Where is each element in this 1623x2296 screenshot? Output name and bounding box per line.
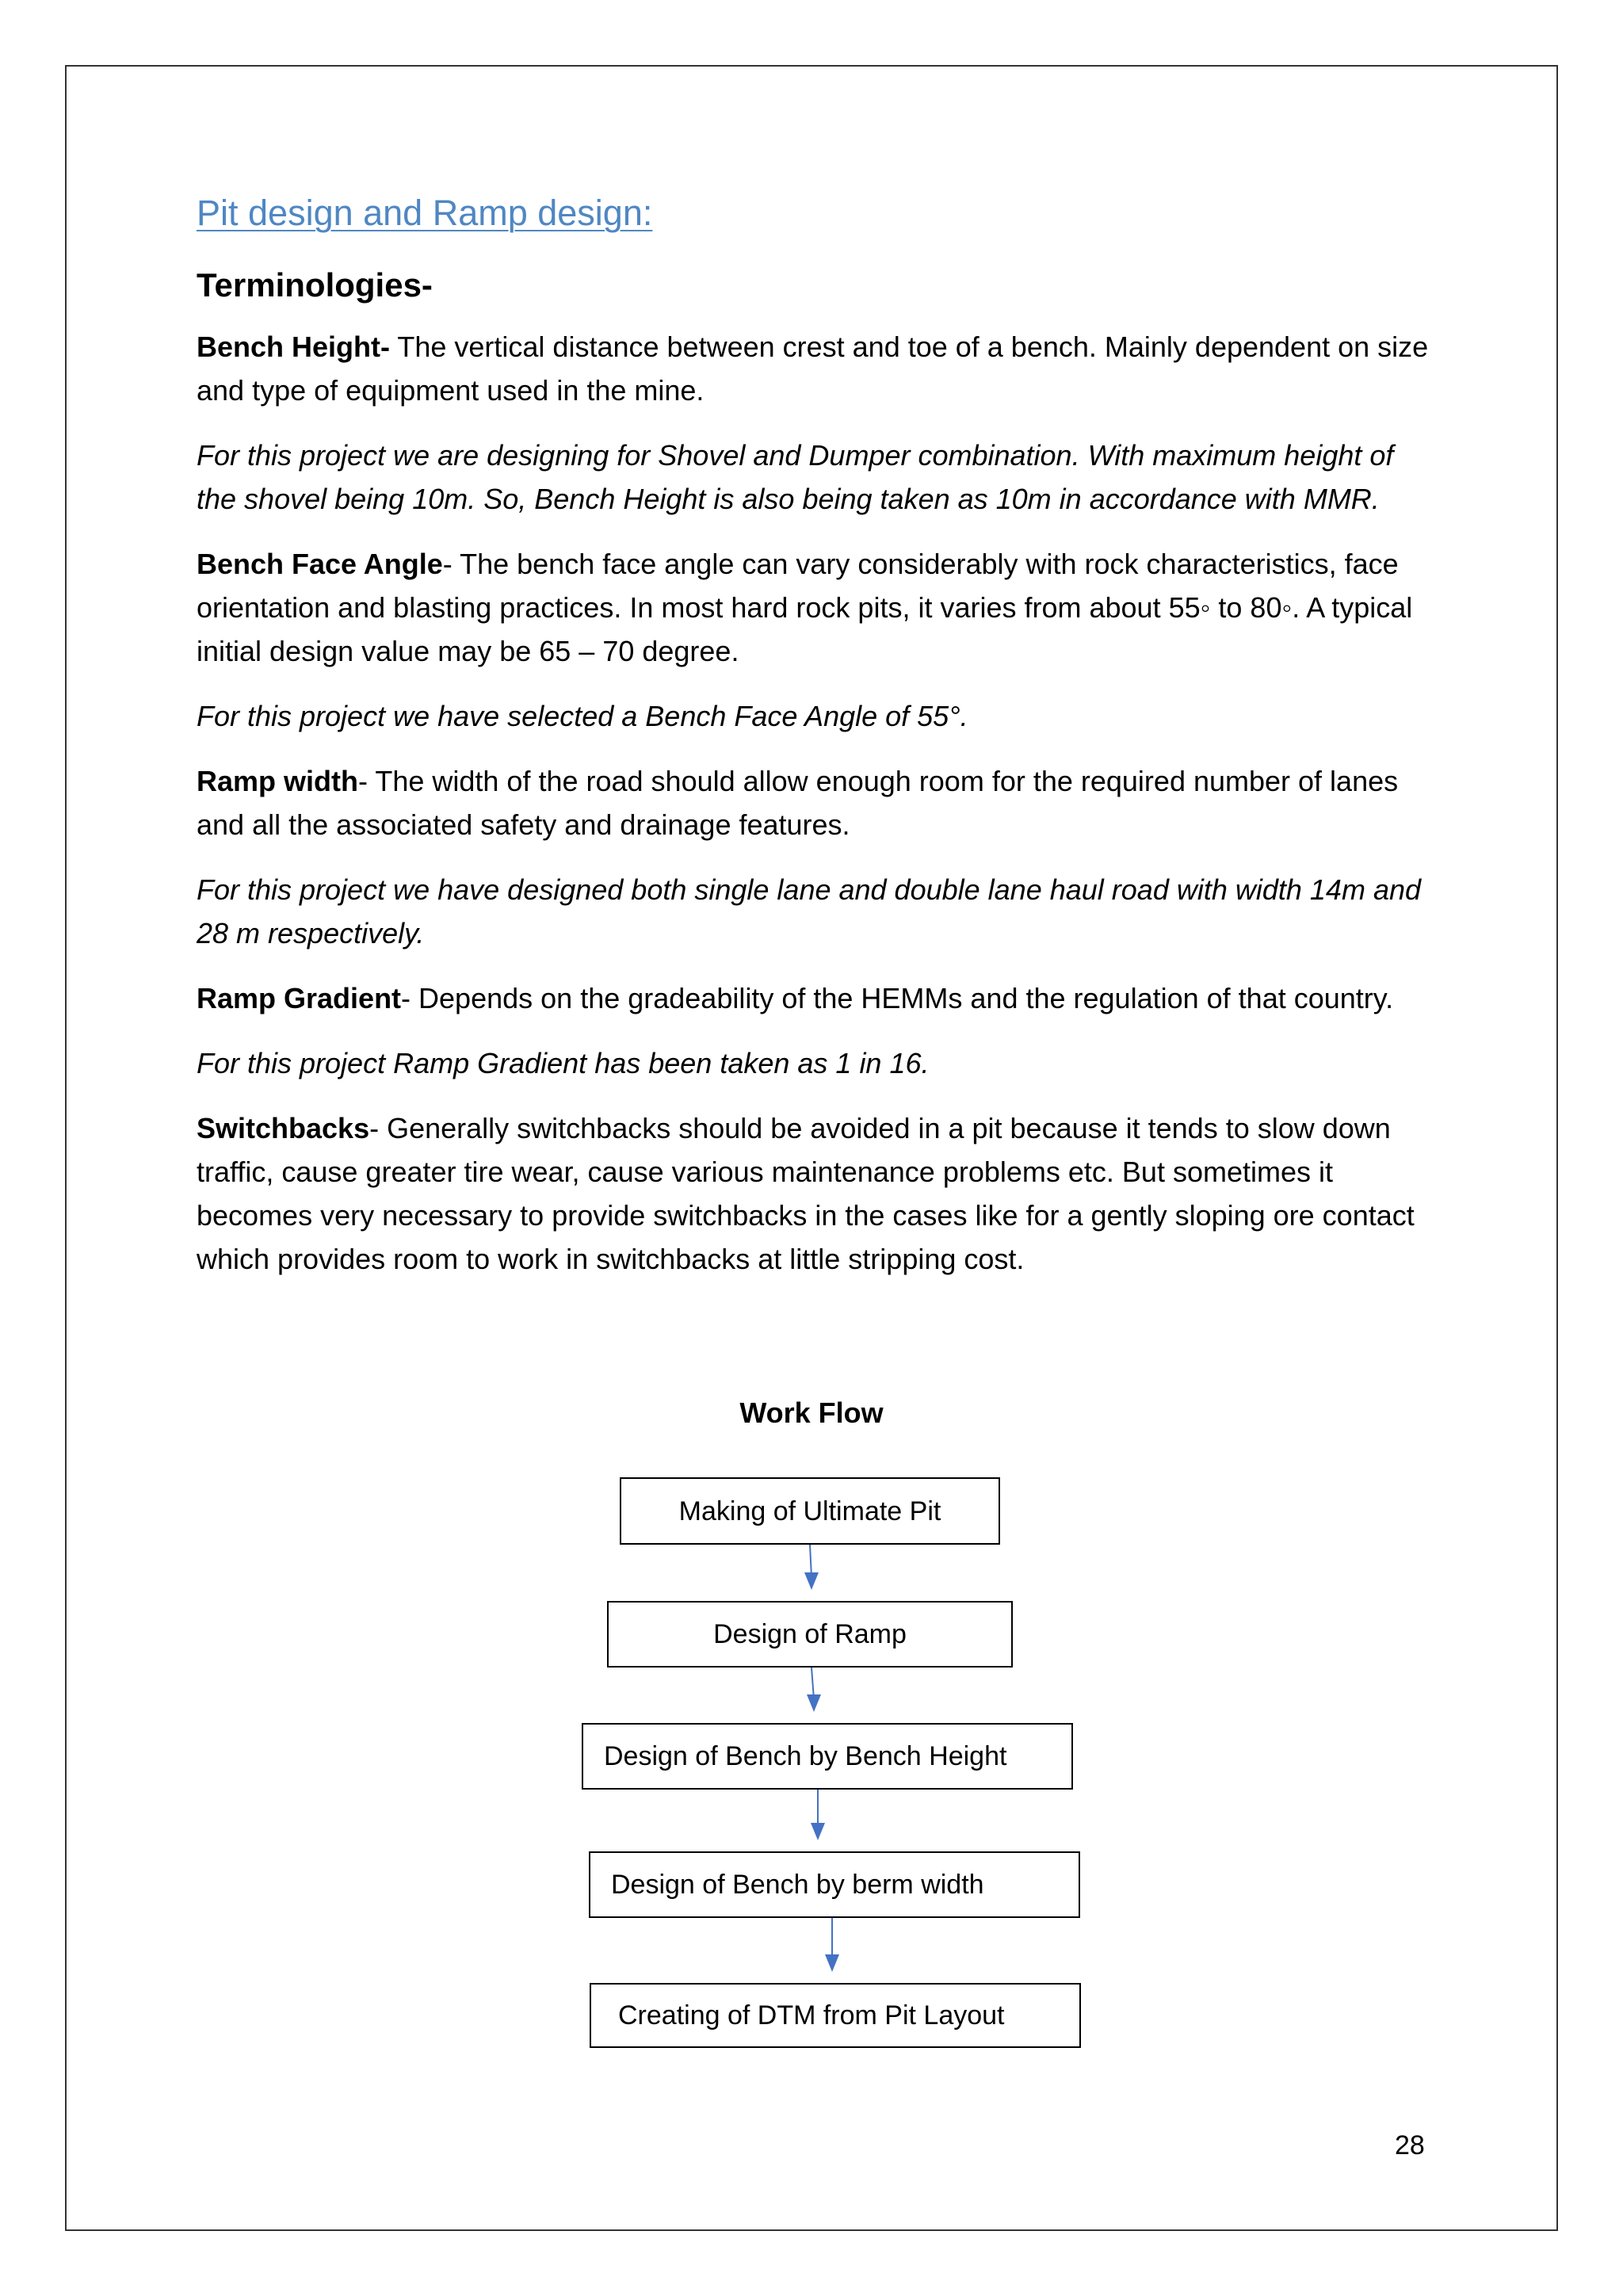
ramp-width-definition	[197, 759, 1433, 846]
bench-face-angle-term: Bench Face Angle	[197, 548, 443, 580]
ramp-width-term: Ramp width	[197, 765, 358, 797]
page-number: 28	[1395, 2130, 1425, 2160]
ramp-width-text: - The width of the road should allow enough room for the required number of lanes and all the associated safety and drainage features.	[197, 765, 1399, 841]
workflow-step-4-label: Design of Bench by berm width	[611, 1870, 984, 1900]
workflow-step-5-label: Creating of DTM from Pit Layout	[618, 2000, 1005, 2030]
ramp-gradient-term: Ramp Gradient	[197, 982, 402, 1014]
workflow-step-2	[607, 1601, 1013, 1668]
bench-face-angle-definition	[197, 542, 1433, 673]
bench-height-term: Bench Height-	[197, 330, 391, 363]
workflow-step-1	[620, 1477, 1000, 1545]
bench-face-angle-note: For this project we have selected a Bench Face Angle of 55°.	[197, 700, 968, 732]
ramp-gradient-text: - Depends on the gradeability of the HEMMs and the regulation of that country.	[401, 982, 1394, 1014]
ramp-gradient-note: For this project Ramp Gradient has been taken as 1 in 16.	[197, 1047, 930, 1079]
bench-height-definition	[197, 325, 1433, 412]
bench-face-angle-text: - The bench face angle can vary considerably with rock characteristics, face orientation and blasting practices. In most hard rock pits, it varies from about 55◦ to 80◦. A typical initial design value may be 65 – 70 degree.	[197, 548, 1413, 667]
ramp-gradient-definition	[197, 976, 1433, 1020]
switchbacks-definition	[197, 1106, 1433, 1281]
workflow-step-1-label: Making of Ultimate Pit	[678, 1496, 941, 1526]
ramp-width-note: For this project we have designed both single lane and double lane haul road with width 14m and 28 m respectively.	[197, 873, 1422, 949]
workflow-step-5	[590, 1983, 1081, 2048]
workflow-title: Work Flow	[739, 1396, 884, 1429]
bench-height-note: For this project we are designing for Shovel and Dumper combination. With maximum height of the shovel being 10m. So, Bench Height is also being taken as 10m in accordance with MMR.	[197, 439, 1394, 515]
switchbacks-text: - Generally switchbacks should be avoided in a pit because it tends to slow down traffic, cause greater tire wear, cause various maintenance problems etc. But sometimes it becomes very necessary to provide switchbacks in the cases like for a gently sloping ore contact which provides room to work in switchbacks at little stripping cost.	[197, 1112, 1415, 1275]
workflow-step-2-label: Design of Ramp	[713, 1619, 907, 1649]
switchbacks-term: Switchbacks	[197, 1112, 370, 1144]
bench-height-text: The vertical distance between crest and toe of a bench. Mainly dependent on size and type of equipment used in the mine.	[197, 330, 1429, 407]
section-heading: Pit design and Ramp design:	[197, 193, 653, 233]
workflow-step-3	[582, 1723, 1073, 1790]
workflow-step-4	[589, 1851, 1080, 1918]
workflow-step-3-label: Design of Bench by Bench Height	[604, 1741, 1007, 1771]
terminologies-heading: Terminologies-	[197, 266, 433, 304]
document-body	[197, 189, 1433, 1302]
